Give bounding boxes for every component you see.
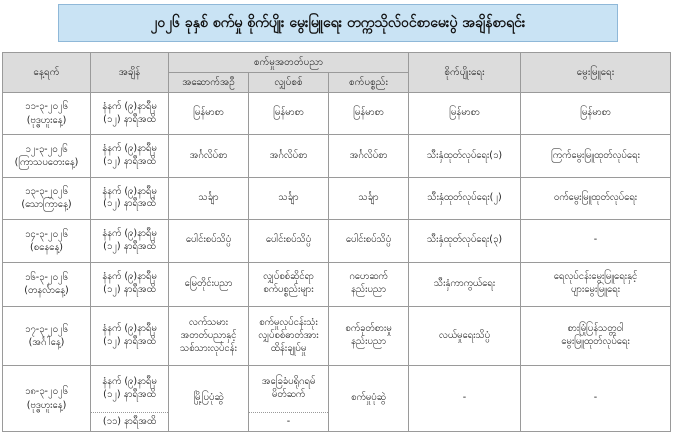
subject-line: နည်းပညာ (350, 284, 387, 296)
subject-cell: သင်္ချာ (329, 177, 409, 219)
table-row (3, 306, 671, 365)
table-row (3, 177, 671, 219)
time-from: နံနက် (၉)နာရီမှ (102, 228, 157, 239)
header-industrial-group: စက်မှုအတတ်ပညာ (169, 53, 409, 73)
time-to: (၁၂) နာရီအထိ (103, 240, 156, 252)
header-electrical: လျှပ်စစ် (249, 73, 329, 93)
header-livestock: မွေးမြူရေး (521, 53, 671, 93)
time-to: (၁၂) နာရီအထိ (103, 156, 156, 168)
time-to: (၁၂) နာရီအထိ (103, 336, 156, 348)
subject-cell: ပေါင်းစပ်သိပ္ပံ (169, 220, 249, 262)
subject-line: စက်မှုလုပ်ငန်းသုံး (259, 316, 318, 328)
subject-cell (329, 262, 409, 306)
subject-cell (249, 262, 329, 306)
subject-cell (169, 306, 249, 365)
time-from: နံနက် (၉)နာရီမှ (102, 143, 157, 155)
day-value: (ကြာသပတေးနေ့) (14, 157, 79, 169)
day-value: (စနေနေ့) (30, 241, 63, 253)
subject-cell (329, 306, 409, 365)
table-row (3, 366, 671, 432)
date-value: ၁၃-၃-၂၀၂၆ (25, 186, 68, 198)
date-cell (3, 135, 91, 177)
subject-cell: ကြက်မွေးမြူထုတ်လုပ်ရေး (521, 135, 671, 177)
subject-line: ရေလုပ်ငန်းမွေးမြူရေးနှင့် (553, 271, 638, 283)
subject-cell: လယ်မှုရေးသိပ္ပံ (409, 306, 521, 365)
subject-line: မွေးမြူထုတ်လုပ်ရေး (561, 336, 630, 348)
subject-cell: သီးနှံထုတ်လုပ်ရေး(၂) (409, 177, 521, 219)
time-to: (၁၂) နာရီအထိ (103, 198, 156, 210)
time-cell (91, 262, 169, 306)
subject-slot-1 (249, 366, 328, 412)
subject-cell: - (521, 366, 671, 432)
time-from: နံနက် (၉)နာရီမှ (102, 185, 157, 197)
subject-cell: မြန်မာစာ (521, 93, 671, 135)
date-cell (3, 177, 91, 219)
time-from: နံနက် (၉)နာရီမှ (102, 323, 157, 335)
date-value: ၁၂-၃-၂၀၂၆ (25, 143, 68, 155)
subject-cell: မြန်မာစာ (169, 93, 249, 135)
subject-cell: မြို့ပြပုံဆွဲ (169, 366, 249, 432)
subject-cell: သင်္ချာ (169, 177, 249, 219)
subject-cell: အင်္ဂလိပ်စာ (249, 135, 329, 177)
subject-line: လျှပ်စစ်ဆိုင်ရာ (263, 271, 314, 283)
day-value: (အင်္ဂါနေ့) (28, 337, 65, 349)
date-cell (3, 366, 91, 432)
subject-cell: မြေတိုင်းပညာ (169, 262, 249, 306)
time-from: နံနက် (၉)နာရီမှ (102, 376, 157, 388)
date-cell (3, 306, 91, 365)
time-slot-1 (91, 366, 168, 412)
table-row (3, 93, 671, 135)
subject-cell (249, 306, 329, 365)
time-cell (91, 135, 169, 177)
header-time: အချိန် (91, 53, 169, 93)
subject-line: နည်းပညာ (350, 336, 387, 348)
time-from: နံနက် (၉)နာရီမှ (102, 271, 157, 283)
subject-cell: မြန်မာစာ (249, 93, 329, 135)
subject-cell: မြန်မာစာ (329, 93, 409, 135)
subject-cell: အင်္ဂလိပ်စာ (329, 135, 409, 177)
time-slot-2 (91, 412, 168, 431)
time-to: (၁၂) နာရီအထိ (103, 113, 156, 125)
subject-line: စက်ခုတ်စားမှု (345, 323, 392, 335)
time-cell (91, 306, 169, 365)
time-from: နံနက် (၉)နာရီမှ (102, 100, 157, 112)
table-row (3, 262, 671, 306)
date-value: ၁၇-၃-၂၀၂၆ (25, 323, 68, 335)
subject-line: လျှပ်စစ်ဓာတ်အား (258, 329, 319, 341)
subject-line: လက်သမား (188, 316, 229, 328)
time-to: (၁၂) နာရီအထိ (103, 284, 156, 296)
page-title: ၂၀၂၆ ခုနှစ် စက်မှု စိုက်ပျိုး မွေးမြူရေး တက္ကသိုလ်ဝင်စာမေးပွဲ အချိန်စာရင်း (58, 4, 618, 42)
subject-cell: အင်္ဂလိပ်စာ (169, 135, 249, 177)
subject-cell: မြန်မာစာ (409, 93, 521, 135)
subject-cell (521, 262, 671, 306)
table-row (3, 135, 671, 177)
time-to-2: (၁၁) နာရီအထိ (102, 415, 157, 427)
date-value: ၁၄-၃-၂၀၂၆ (25, 228, 68, 240)
date-value: ၁၆-၃-၂၀၂၆ (25, 271, 68, 283)
subject-line: ပျားမွေးမြူရေး (571, 284, 621, 296)
date-value: ၁၁-၃-၂၀၂၆ (25, 101, 68, 113)
subject-cell: ပေါင်းစပ်သိပ္ပံ (249, 220, 329, 262)
date-cell (3, 262, 91, 306)
header-agriculture: စိုက်ပျိုးရေး (409, 53, 521, 93)
date-cell (3, 93, 91, 135)
time-cell (91, 220, 169, 262)
time-cell (91, 366, 169, 432)
header-mechanical: စက်ပစ္စည်း (329, 73, 409, 93)
header-construction: အဆောက်အဦ (169, 73, 249, 93)
subject-cell: စက်မှုပုံဆွဲ (329, 366, 409, 432)
subject-line: - (286, 415, 291, 427)
subject-slot-2 (249, 412, 328, 431)
date-value: ၁၈-၃-၂၀၂၆ (25, 386, 68, 398)
day-value: (ဗုဒ္ဓဟူးနေ့) (26, 399, 67, 411)
date-cell (3, 220, 91, 262)
subject-line: စားမြုံပြန်သတ္တဝါ (567, 323, 624, 335)
subject-cell: သီးနှံကာကွယ်ရေး (409, 262, 521, 306)
subject-line: အခြေခံပရိုဂရမ် (261, 376, 316, 388)
exam-schedule-table (2, 52, 671, 432)
subject-cell: ဝက်မွေးမြူထုတ်လုပ်ရေး (521, 177, 671, 219)
time-to: (၁၂) နာရီအထိ (103, 389, 156, 401)
subject-cell: - (521, 220, 671, 262)
day-value: (တနင်္လာနေ့) (24, 285, 69, 297)
subject-cell: သင်္ချာ (249, 177, 329, 219)
subject-line: ထိန်းချုပ်မှု (270, 342, 307, 354)
day-value: (ဗုဒ္ဓဟူးနေ့) (26, 114, 67, 126)
subject-cell: - (409, 366, 521, 432)
subject-cell (249, 366, 329, 432)
subject-line: စက်ပစ္စည်းများ (263, 284, 314, 296)
subject-line: ဂဟေဆက် (349, 271, 388, 283)
day-value: (သောကြာနေ့) (21, 199, 72, 211)
time-cell (91, 93, 169, 135)
subject-line: သစ်သားလုပ်ငန်း (180, 342, 237, 354)
table-row (3, 220, 671, 262)
subject-cell (521, 306, 671, 365)
header-date: နေ့ရက် (3, 53, 91, 93)
time-cell (91, 177, 169, 219)
subject-cell: ပေါင်းစပ်သိပ္ပံ (329, 220, 409, 262)
subject-line: မိတ်ဆက် (271, 389, 306, 401)
subject-cell: သီးနှံထုတ်လုပ်ရေး(၁) (409, 135, 521, 177)
subject-cell: သီးနှံထုတ်လုပ်ရေး(၃) (409, 220, 521, 262)
subject-line: အတတ်ပညာနှင့် (180, 329, 237, 341)
